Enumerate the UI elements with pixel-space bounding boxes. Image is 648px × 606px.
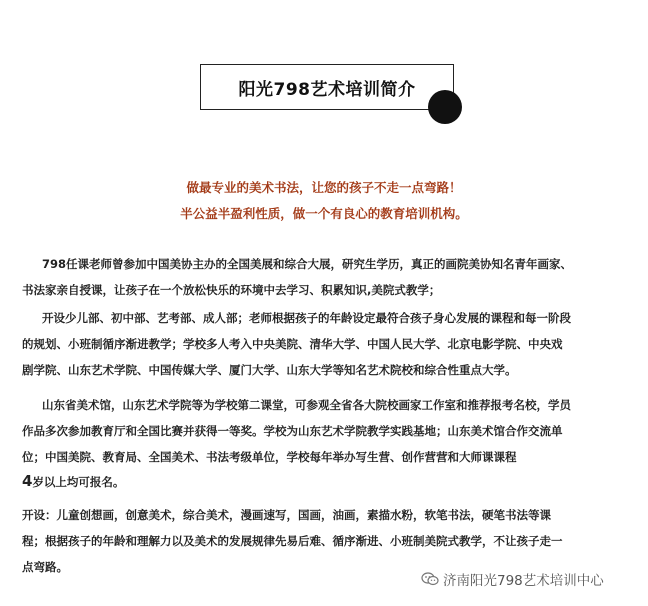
watermark-text: 济南阳光798艺术培训中心: [443, 573, 604, 589]
paragraph-line: 798任课老师曾参加中国美协主办的全国美展和综合大展，研究生学历，真正的画院美协知名青年画家、: [42, 257, 572, 271]
courses-line: 点弯路。: [22, 560, 68, 574]
age-text: 岁以上均可报名。: [32, 475, 125, 489]
page-title: 阳光798艺术培训简介: [238, 79, 416, 100]
paragraph-line: 剧学院、山东艺术学院、中国传媒大学、厦门大学、山东大学等知名艺术院校和综合性重点大学。: [22, 363, 517, 377]
paragraph-line: 山东省美术馆，山东艺术学院等为学校第二课堂，可参观全省各大院校画家工作室和推荐报考名校，学员: [42, 398, 571, 412]
age-note: [22, 472, 630, 490]
age-number: 4: [22, 472, 33, 490]
paragraph-line: 的规划、小班制循序渐进教学；学校多人考入中央美院、清华大学、中国人民大学、北京电影学院、中央戏: [22, 337, 563, 351]
title-dot-decoration: [428, 90, 462, 124]
courses-line: 程；根据孩子的年龄和理解力以及美术的发展规律先易后难、循序渐进、小班制美院式教学，不让孩子走一: [22, 534, 563, 548]
slogan-line-2: 半公益半盈利性质，做一个有良心的教育培训机构。: [180, 206, 468, 221]
paragraph-line: 开设少儿部、初中部、艺考部、成人部；老师根据孩子的年龄设定最符合孩子身心发展的课程和每一阶段: [42, 311, 571, 325]
watermark: [421, 568, 604, 590]
courses-line: 开设：儿童创想画，创意美术，综合美术，漫画速写，国画，油画，素描水粉，软笔书法，硬笔书法等课: [22, 508, 551, 522]
title-box: [200, 64, 454, 110]
paragraph-line: 书法家亲自授课，让孩子在一个放松快乐的环境中去学习、积累知识,美院式教学；: [22, 283, 441, 297]
slogan-line-1: 做最专业的美术书法，让您的孩子不走一点弯路！: [186, 180, 462, 195]
paragraph-line: 作品多次参加教育厅和全国比赛并获得一等奖。学校为山东艺术学院教学实践基地；山东美术馆合作交流单: [22, 424, 563, 438]
paragraph-line: 位；中国美院、教育局、全国美术、书法考级单位，学校每年举办写生营、创作营营和大师课课程: [22, 450, 517, 464]
wechat-icon: [421, 572, 439, 586]
